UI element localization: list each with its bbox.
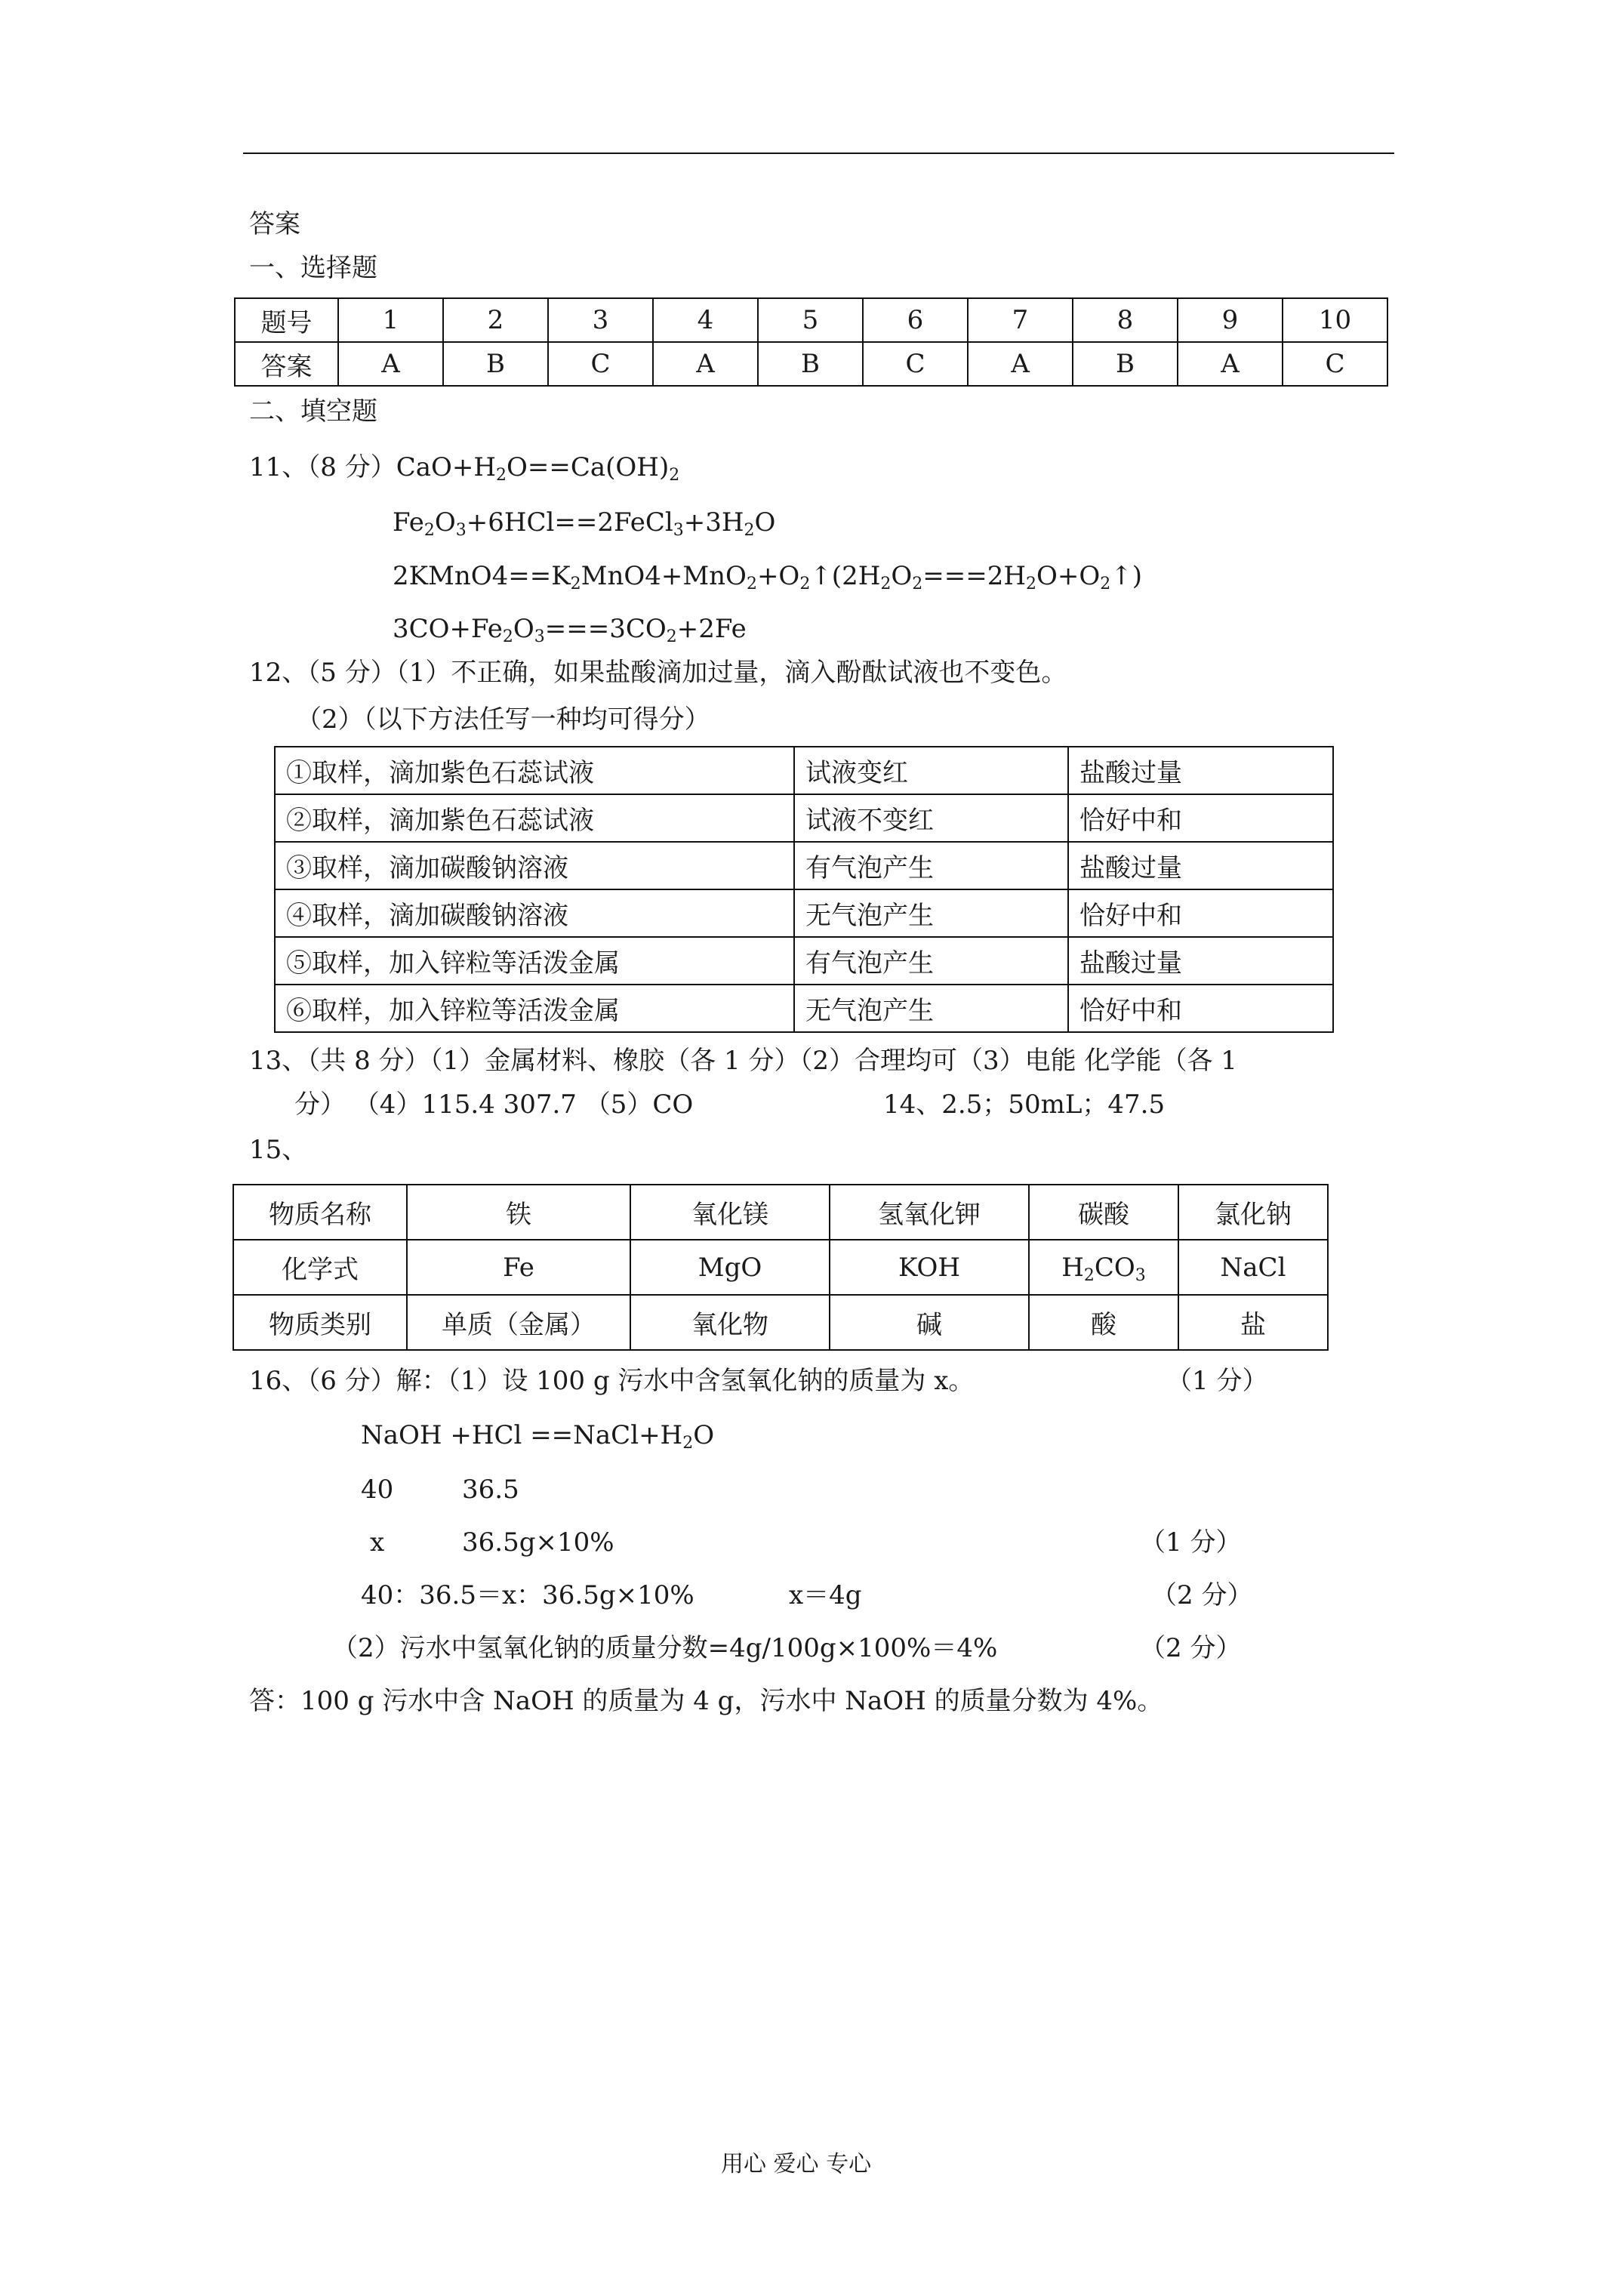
substance-name: 氢氧化钾 <box>830 1185 1029 1240</box>
row-label: 化学式 <box>233 1240 407 1295</box>
q13-line2: 分） （4）115.4 307.7 （5）CO <box>294 1089 694 1120</box>
substance-name: 氯化钠 <box>1178 1185 1328 1240</box>
table-row <box>233 1240 1328 1295</box>
q16-equation: NaOH $+HCl ==NaCl+H_2O$ <box>361 1420 715 1453</box>
category-cell: 盐 <box>1178 1295 1328 1350</box>
answer-cell: B <box>443 342 548 386</box>
question-number: 8 <box>1073 298 1178 342</box>
formula-cell: KOH <box>830 1240 1029 1295</box>
section2-title: 二、填空题 <box>249 396 377 427</box>
table-row <box>235 342 1387 386</box>
q12-line2: （2）（以下方法任写一种均可得分） <box>296 704 710 735</box>
q16-part2: （2）污水中氢氧化钠的质量分数=4g/100g×100%＝4% <box>332 1633 998 1663</box>
q15-substance-table <box>233 1184 1329 1351</box>
answer-cell: C <box>863 342 968 386</box>
q16-final-answer: 答：100 g 污水中含 NaOH 的质量为 4 g，污水中 NaOH 的质量分数为 4%。 <box>249 1686 1163 1716</box>
method-cell: ④取样，滴加碳酸钠溶液 <box>275 889 794 937</box>
method-cell: ⑤取样，加入锌粒等活泼金属 <box>275 937 794 985</box>
table-row <box>275 842 1333 889</box>
q12-line1: 12、（5 分）（1）不正确，如果盐酸滴加过量，滴入酚酞试液也不变色。 <box>249 658 1067 688</box>
q16-result: x＝4g <box>789 1580 862 1610</box>
formula-cell: MgO <box>630 1240 830 1295</box>
observation-cell: 无气泡产生 <box>794 889 1068 937</box>
q16-score2: （1 分） <box>1140 1527 1242 1558</box>
formula-cell: $H_2CO_3$ <box>1029 1240 1178 1295</box>
table-row <box>235 298 1387 342</box>
q16-score4: （2 分） <box>1140 1633 1242 1663</box>
answer-cell: A <box>1178 342 1283 386</box>
q16-x-value: 36.5g×10% <box>462 1527 614 1558</box>
question-number: 3 <box>548 298 653 342</box>
question-number: 1 <box>338 298 443 342</box>
conclusion-cell: 恰好中和 <box>1068 985 1333 1032</box>
conclusion-cell: 盐酸过量 <box>1068 842 1333 889</box>
answer-cell: A <box>338 342 443 386</box>
substance-name: 铁 <box>407 1185 630 1240</box>
answer-cell: B <box>1073 342 1178 386</box>
category-cell: 氧化物 <box>630 1295 830 1350</box>
conclusion-cell: 恰好中和 <box>1068 794 1333 842</box>
conclusion-cell: 盐酸过量 <box>1068 937 1333 985</box>
table-row <box>275 985 1333 1032</box>
category-cell: 酸 <box>1029 1295 1178 1350</box>
q11-line1: 11、（8 分）$CaO+H_2O==Ca(OH)_2$ <box>249 452 680 485</box>
row-label: 物质类别 <box>233 1295 407 1350</box>
q11-prefix: 11、（8 分） <box>249 452 396 482</box>
q14-answer: 14、2.5；50mL；47.5 <box>883 1089 1166 1120</box>
row-label: 答案 <box>235 342 338 386</box>
observation-cell: 试液变红 <box>794 747 1068 794</box>
row-label: 物质名称 <box>233 1185 407 1240</box>
q11-equation-3: $2KMnO4==K_2MnO4+MnO_2+O_2↑(2H_2O_2===2H_2O+O_2↑)$ <box>393 561 1142 593</box>
choice-answer-table <box>234 297 1388 387</box>
formula-cell: Fe <box>407 1240 630 1295</box>
question-number: 7 <box>968 298 1073 342</box>
conclusion-cell: 恰好中和 <box>1068 889 1333 937</box>
section1-title: 一、选择题 <box>249 253 377 283</box>
answer-cell: B <box>758 342 863 386</box>
conclusion-cell: 盐酸过量 <box>1068 747 1333 794</box>
question-number: 5 <box>758 298 863 342</box>
category-cell: 单质（金属） <box>407 1295 630 1350</box>
question-number: 10 <box>1283 298 1387 342</box>
formula-cell: NaCl <box>1178 1240 1328 1295</box>
table-row <box>275 937 1333 985</box>
observation-cell: 有气泡产生 <box>794 842 1068 889</box>
q13-line1: 13、（共 8 分）（1）金属材料、橡胶（各 1 分）（2）合理均可（3）电能 化学能（各 1 <box>249 1046 1237 1076</box>
observation-cell: 有气泡产生 <box>794 937 1068 985</box>
q16-molar-mass-naoh: 40 <box>361 1475 394 1505</box>
table-row <box>275 794 1333 842</box>
method-cell: ⑥取样，加入锌粒等活泼金属 <box>275 985 794 1032</box>
observation-cell: 无气泡产生 <box>794 985 1068 1032</box>
q11-equation-4: $3CO+Fe_2O_3===3CO_2+2Fe$ <box>393 614 747 646</box>
answer-cell: A <box>968 342 1073 386</box>
q16-line1: 16、（6 分）解：（1）设 100 g 污水中含氢氧化钠的质量为 x。 <box>249 1366 975 1396</box>
q15-label: 15、 <box>249 1135 308 1165</box>
answer-cell: C <box>548 342 653 386</box>
question-number: 4 <box>653 298 758 342</box>
method-cell: ①取样，滴加紫色石蕊试液 <box>275 747 794 794</box>
substance-name: 碳酸 <box>1029 1185 1178 1240</box>
question-number: 9 <box>1178 298 1283 342</box>
table-row <box>233 1185 1328 1240</box>
method-cell: ③取样，滴加碳酸钠溶液 <box>275 842 794 889</box>
q11-equation-2: $Fe_2O_3+6HCl==2FeCl_3+3H_2O$ <box>393 507 776 540</box>
method-cell: ②取样，滴加紫色石蕊试液 <box>275 794 794 842</box>
answer-cell: A <box>653 342 758 386</box>
header-rule <box>243 153 1394 154</box>
substance-name: 氧化镁 <box>630 1185 830 1240</box>
q16-score1: （1 分） <box>1166 1366 1268 1396</box>
q16-molar-mass-hcl: 36.5 <box>462 1475 519 1505</box>
question-number: 6 <box>863 298 968 342</box>
table-row <box>275 747 1333 794</box>
q16-x-label: x <box>370 1527 385 1558</box>
observation-cell: 试液不变红 <box>794 794 1068 842</box>
q16-ratio: 40：36.5＝x：36.5g×10% <box>361 1580 694 1610</box>
table-row <box>275 889 1333 937</box>
page-footer: 用心 爱心 专心 <box>721 2151 872 2177</box>
category-cell: 碱 <box>830 1295 1029 1350</box>
table-row <box>233 1295 1328 1350</box>
row-label: 题号 <box>235 298 338 342</box>
question-number: 2 <box>443 298 548 342</box>
answer-cell: C <box>1283 342 1387 386</box>
answer-heading: 答案 <box>249 209 300 239</box>
q12-method-table <box>274 746 1334 1033</box>
q16-score3: （2 分） <box>1151 1580 1253 1610</box>
